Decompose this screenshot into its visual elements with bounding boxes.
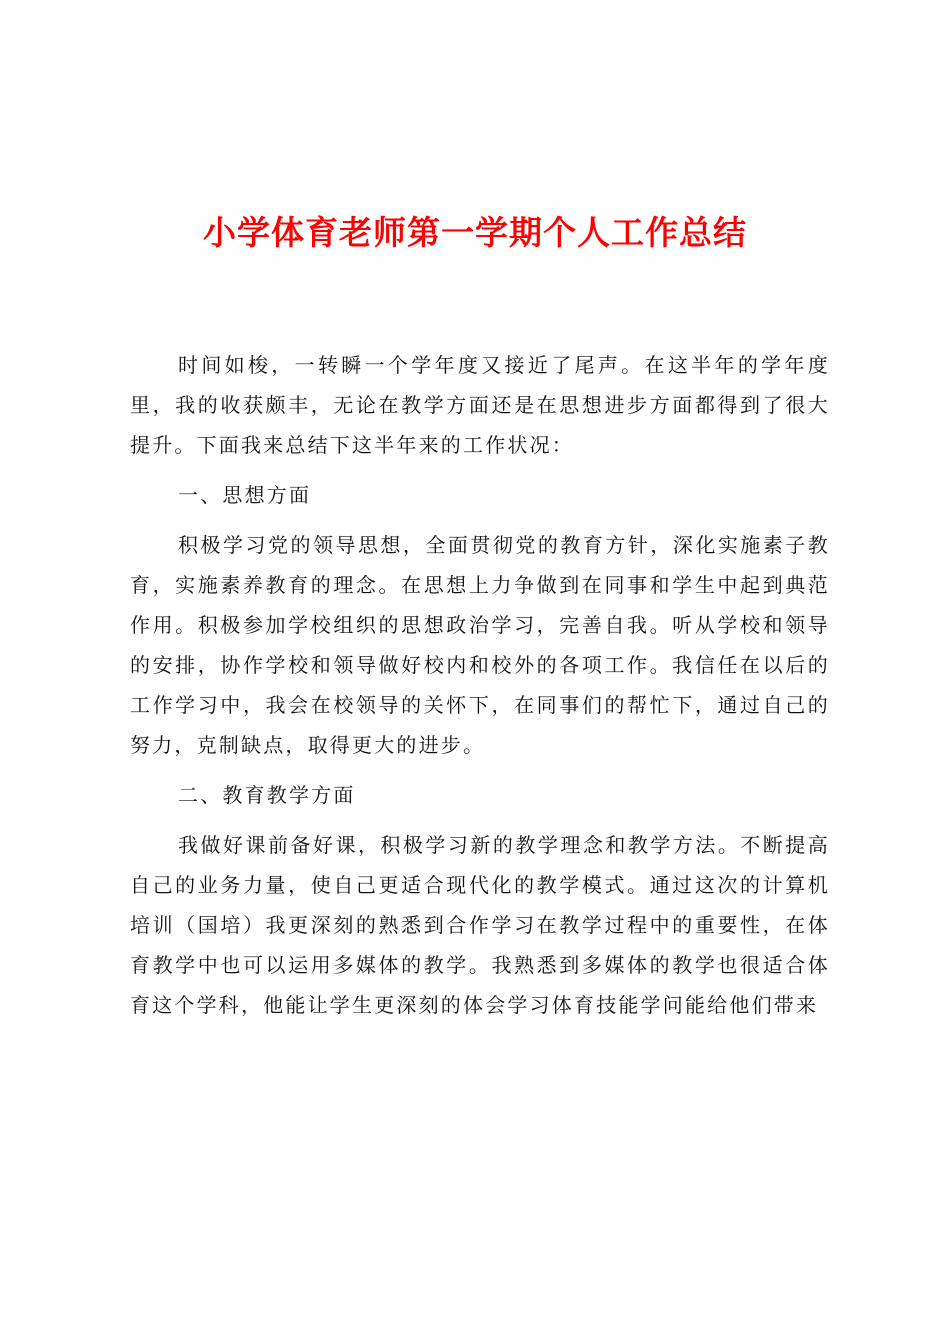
section-heading-thought: 一、思想方面 bbox=[178, 483, 312, 507]
section-heading-teaching: 二、教育教学方面 bbox=[178, 783, 356, 807]
thought-paragraph: 积极学习党的领导思想，全面贯彻党的教育方针，深化实施素子教育，实施素养教育的理念。在思想上力争做到在同事和学生中起到典范作用。积极参加学校组织的思想政治学习，完善自我。听从学校和领导的安排，协作学校和领导做好校内和校外的各项工作。我信任在以后的工作学习中，我会在校领导的关怀下，在同事们的帮忙下，通过自己的努力，克制缺点，取得更大的进步。 bbox=[130, 533, 830, 757]
document-title: 小学体育老师第一学期个人工作总结 bbox=[203, 213, 747, 252]
document-body bbox=[130, 345, 830, 1035]
intro-paragraph: 时间如梭，一转瞬一个学年度又接近了尾声。在这半年的学年度里，我的收获颇丰，无论在教学方面还是在思想进步方面都得到了很大提升。下面我来总结下这半年来的工作状况： bbox=[130, 353, 830, 457]
teaching-paragraph: 我做好课前备好课，积极学习新的教学理念和教学方法。不断提高自己的业务力量，使自己更适合现代化的教学模式。通过这次的计算机培训（国培）我更深刻的熟悉到合作学习在教学过程中的重要性，在体育教学中也可以运用多媒体的教学。我熟悉到多媒体的教学也很适合体育这个学科，他能让学生更深刻的体会学习体育技能学问能给他们带来 bbox=[130, 833, 830, 1017]
